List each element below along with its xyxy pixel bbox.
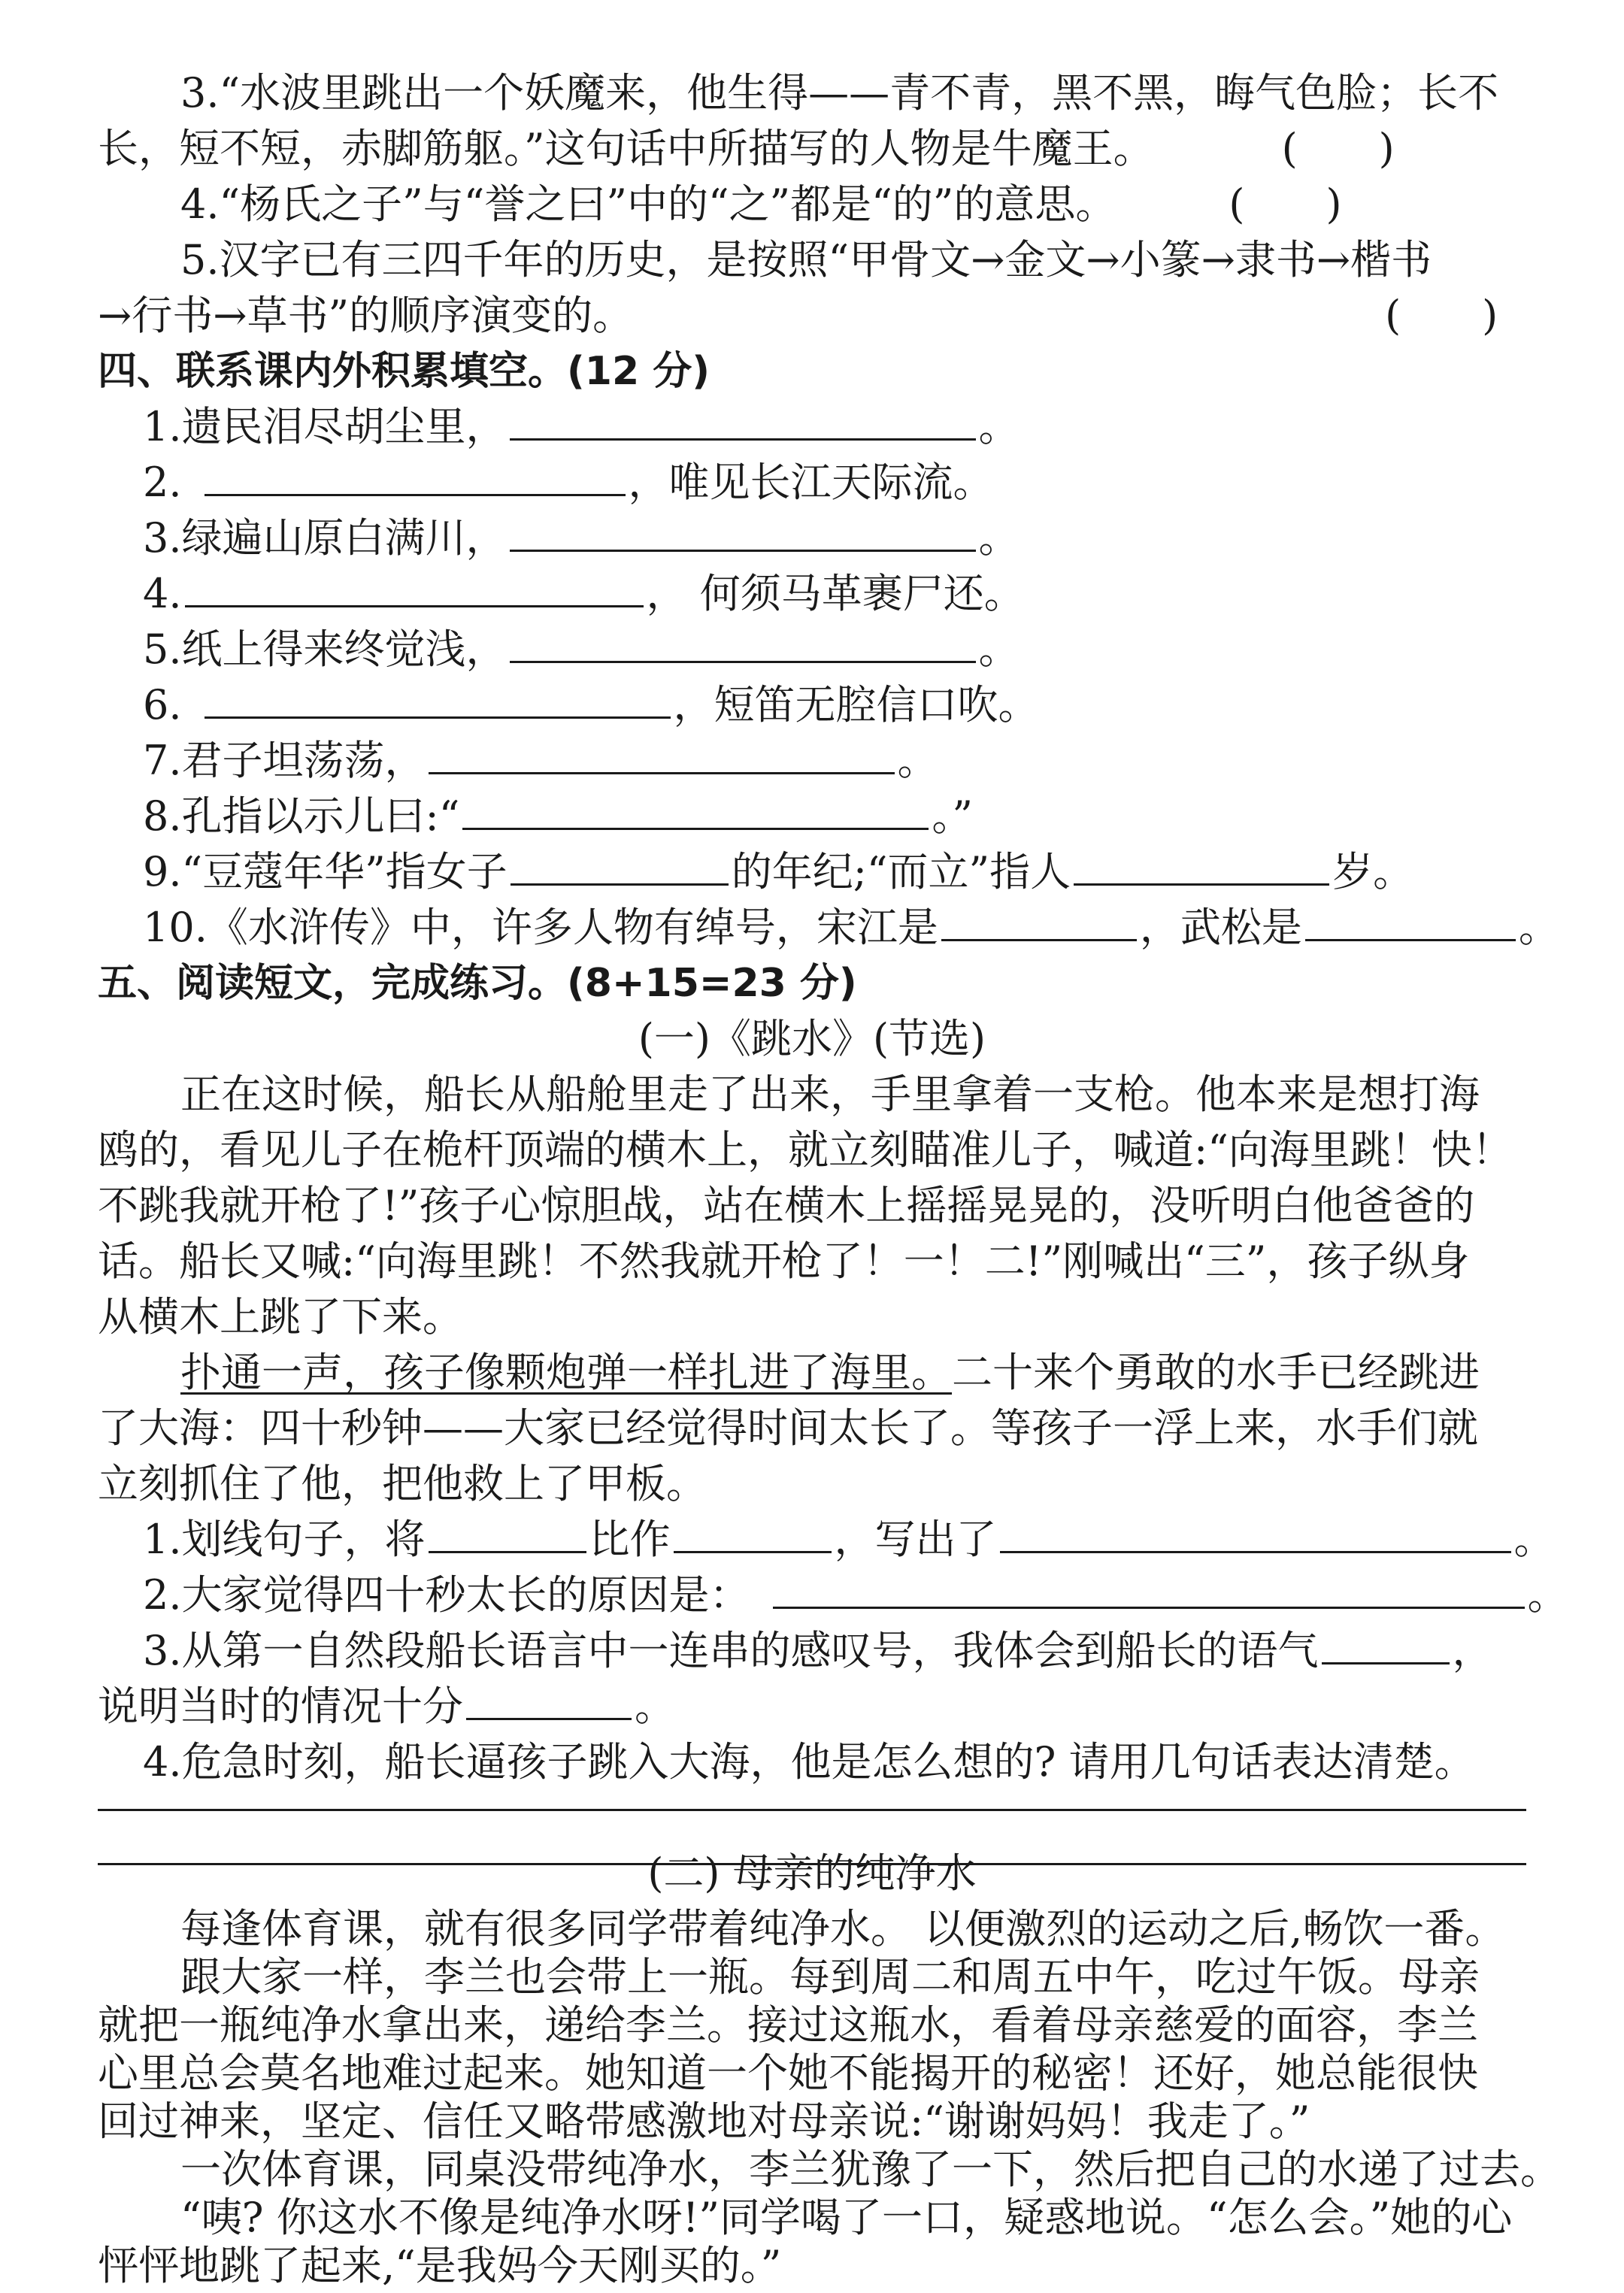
reading-question-3-cont: 说明当时的情况十分 。 [98,1680,675,1734]
answer-line[interactable] [98,1809,1526,1811]
question-4: 4.“杨氏之子”与“誉之曰”中的“之”都是“的”的意思。 ( ) [180,177,1342,232]
fill-item-7: 7.君子坦荡荡， 。 [143,734,938,788]
fill-item-1: 1.遗民泪尽胡尘里， 。 [143,400,1020,454]
fill-item-4: 4. ， 何须马革裹尸还。 [143,567,1025,621]
passage-2-line: 跟大家一样，李兰也会带上一瓶。每到周二和周五中午，吃过午饭。母亲 [180,1953,1480,2001]
fill-blank[interactable] [511,846,729,886]
reading-question-3: 3.从第一自然段船长语言中一连串的感叹号，我体会到船长的语气 ， [143,1624,1493,1678]
passage-1-line: 扑通一声，孩子像颗炮弹一样扎进了海里。二十来个勇敢的水手已经跳进 [180,1349,1480,1396]
passage-2-line: 回过神来，坚定、信任又略带感激地对母亲说:“谢谢妈妈！我走了。” [98,2098,1310,2145]
fill-item-8: 8.孔指以示儿曰:“ 。” [143,789,973,844]
answer-paren[interactable]: ( ) [1229,180,1342,228]
fill-blank[interactable] [429,735,895,774]
fill-blank[interactable] [1305,901,1516,941]
passage-1-line: 不跳我就开枪了!”孩子心惊胆战，站在横木上摇摇晃晃的，没听明白他爸爸的 [98,1182,1475,1229]
fill-item-3: 3.绿遍山原白满川， 。 [143,511,1020,565]
fill-blank[interactable] [205,679,671,719]
passage-2-line: 一次体育课，同桌没带纯净水，李兰犹豫了一下，然后把自己的水递了过去。 [180,2146,1561,2193]
fill-blank[interactable] [510,623,976,663]
fill-item-6: 6. ，短笛无腔信口吹。 [143,678,1039,732]
section-4-heading: 四、联系课内外积累填空。(12 分) [98,349,710,394]
passage-2-line: 就把一瓶纯净水拿出来，递给李兰。接过这瓶水，看着母亲慈爱的面容，李兰 [98,2001,1478,2049]
fill-blank[interactable] [941,901,1137,941]
section-5-heading: 五、阅读短文，完成练习。(8+15=23 分) [98,961,857,1006]
fill-item-9: 9.“豆蔻年华”指女子 的年纪;“而立”指人 岁。 [143,845,1413,899]
passage-1-line: 立刻抓住了他，把他救上了甲板。 [98,1460,707,1507]
passage-2-line: 怦怦地跳了起来,“是我妈今天刚买的。” [98,2242,782,2289]
fill-item-10: 10.《水浒传》中，许多人物有绰号，宋江是 ，武松是 。 [143,901,1559,955]
fill-blank[interactable] [205,456,626,496]
passage-1-title: (一)《跳水》(节选) [638,1015,986,1062]
passage-1-line: 正在这时候，船长从船舱里走了出来，手里拿着一支枪。他本来是想打海 [180,1071,1480,1118]
passage-2-title: (二) 母亲的纯净水 [647,1849,977,1897]
passage-1-line: 鸥的，看见儿子在桅杆顶端的横木上，就立刻瞄准儿子，喊道:“向海里跳！快！ [98,1126,1513,1174]
passage-1-line: 了大海：四十秒钟——大家已经觉得时间太长了。等孩子一浮上来，水手们就 [98,1404,1478,1452]
answer-paren[interactable]: ( ) [1281,125,1395,172]
fill-blank[interactable] [1074,846,1329,886]
fill-blank[interactable] [429,1513,586,1553]
reading-question-2: 2.大家觉得四十秒太长的原因是： 。 [143,1568,1568,1622]
reading-question-4: 4.危急时刻，船长逼孩子跳入大海，他是怎么想的? 请用几句话表达清楚。 [143,1738,1475,1786]
fill-blank[interactable] [1000,1513,1511,1553]
passage-1-line: 话。船长又喊:“向海里跳！不然我就开枪了！一！二!”刚喊出“三”，孩子纵身 [98,1237,1470,1285]
underlined-sentence: 扑通一声，孩子像颗炮弹一样扎进了海里。 [180,1349,952,1396]
answer-paren[interactable]: ( ) [1385,292,1498,339]
reading-question-1: 1.划线句子，将 比作 ，写出了 。 [143,1513,1555,1567]
fill-item-2: 2. ，唯见长江天际流。 [143,456,994,510]
question-5-line-1: 5.汉字已有三四千年的历史，是按照“甲骨文→金文→小篆→隶书→楷书 [180,236,1432,283]
passage-2-line: 心里总会莫名地难过起来。她知道一个她不能揭开的秘密！还好，她总能很快 [98,2049,1478,2097]
fill-blank[interactable] [185,568,644,607]
passage-2-line: “咦? 你这水不像是纯净水呀!”同学喝了一口，疑惑地说。“怎么会。”她的心 [180,2194,1513,2241]
fill-blank[interactable] [510,512,976,552]
fill-blank[interactable] [773,1569,1525,1609]
fill-blank[interactable] [510,401,976,441]
fill-blank[interactable] [674,1513,832,1553]
fill-item-5: 5.纸上得来终觉浅， 。 [143,622,1020,677]
passage-1-line: 从横木上跳了下来。 [98,1293,463,1340]
question-5-line-2: →行书→草书”的顺序演变的。 ( ) [98,289,1498,343]
question-3-line-2: 长，短不短，赤脚筋躯。”这句话中所描写的人物是牛魔王。 ( ) [98,122,1395,176]
fill-blank[interactable] [466,1680,632,1720]
fill-blank[interactable] [1322,1625,1450,1664]
passage-2-line: 每逢体育课，就有很多同学带着纯净水。 以便激烈的运动之后,畅饮一番。 [180,1905,1506,1952]
question-3-line-1: 3.“水波里跳出一个妖魔来，他生得——青不青，黑不黑，晦气色脸；长不 [180,69,1499,117]
fill-blank[interactable] [462,790,929,830]
